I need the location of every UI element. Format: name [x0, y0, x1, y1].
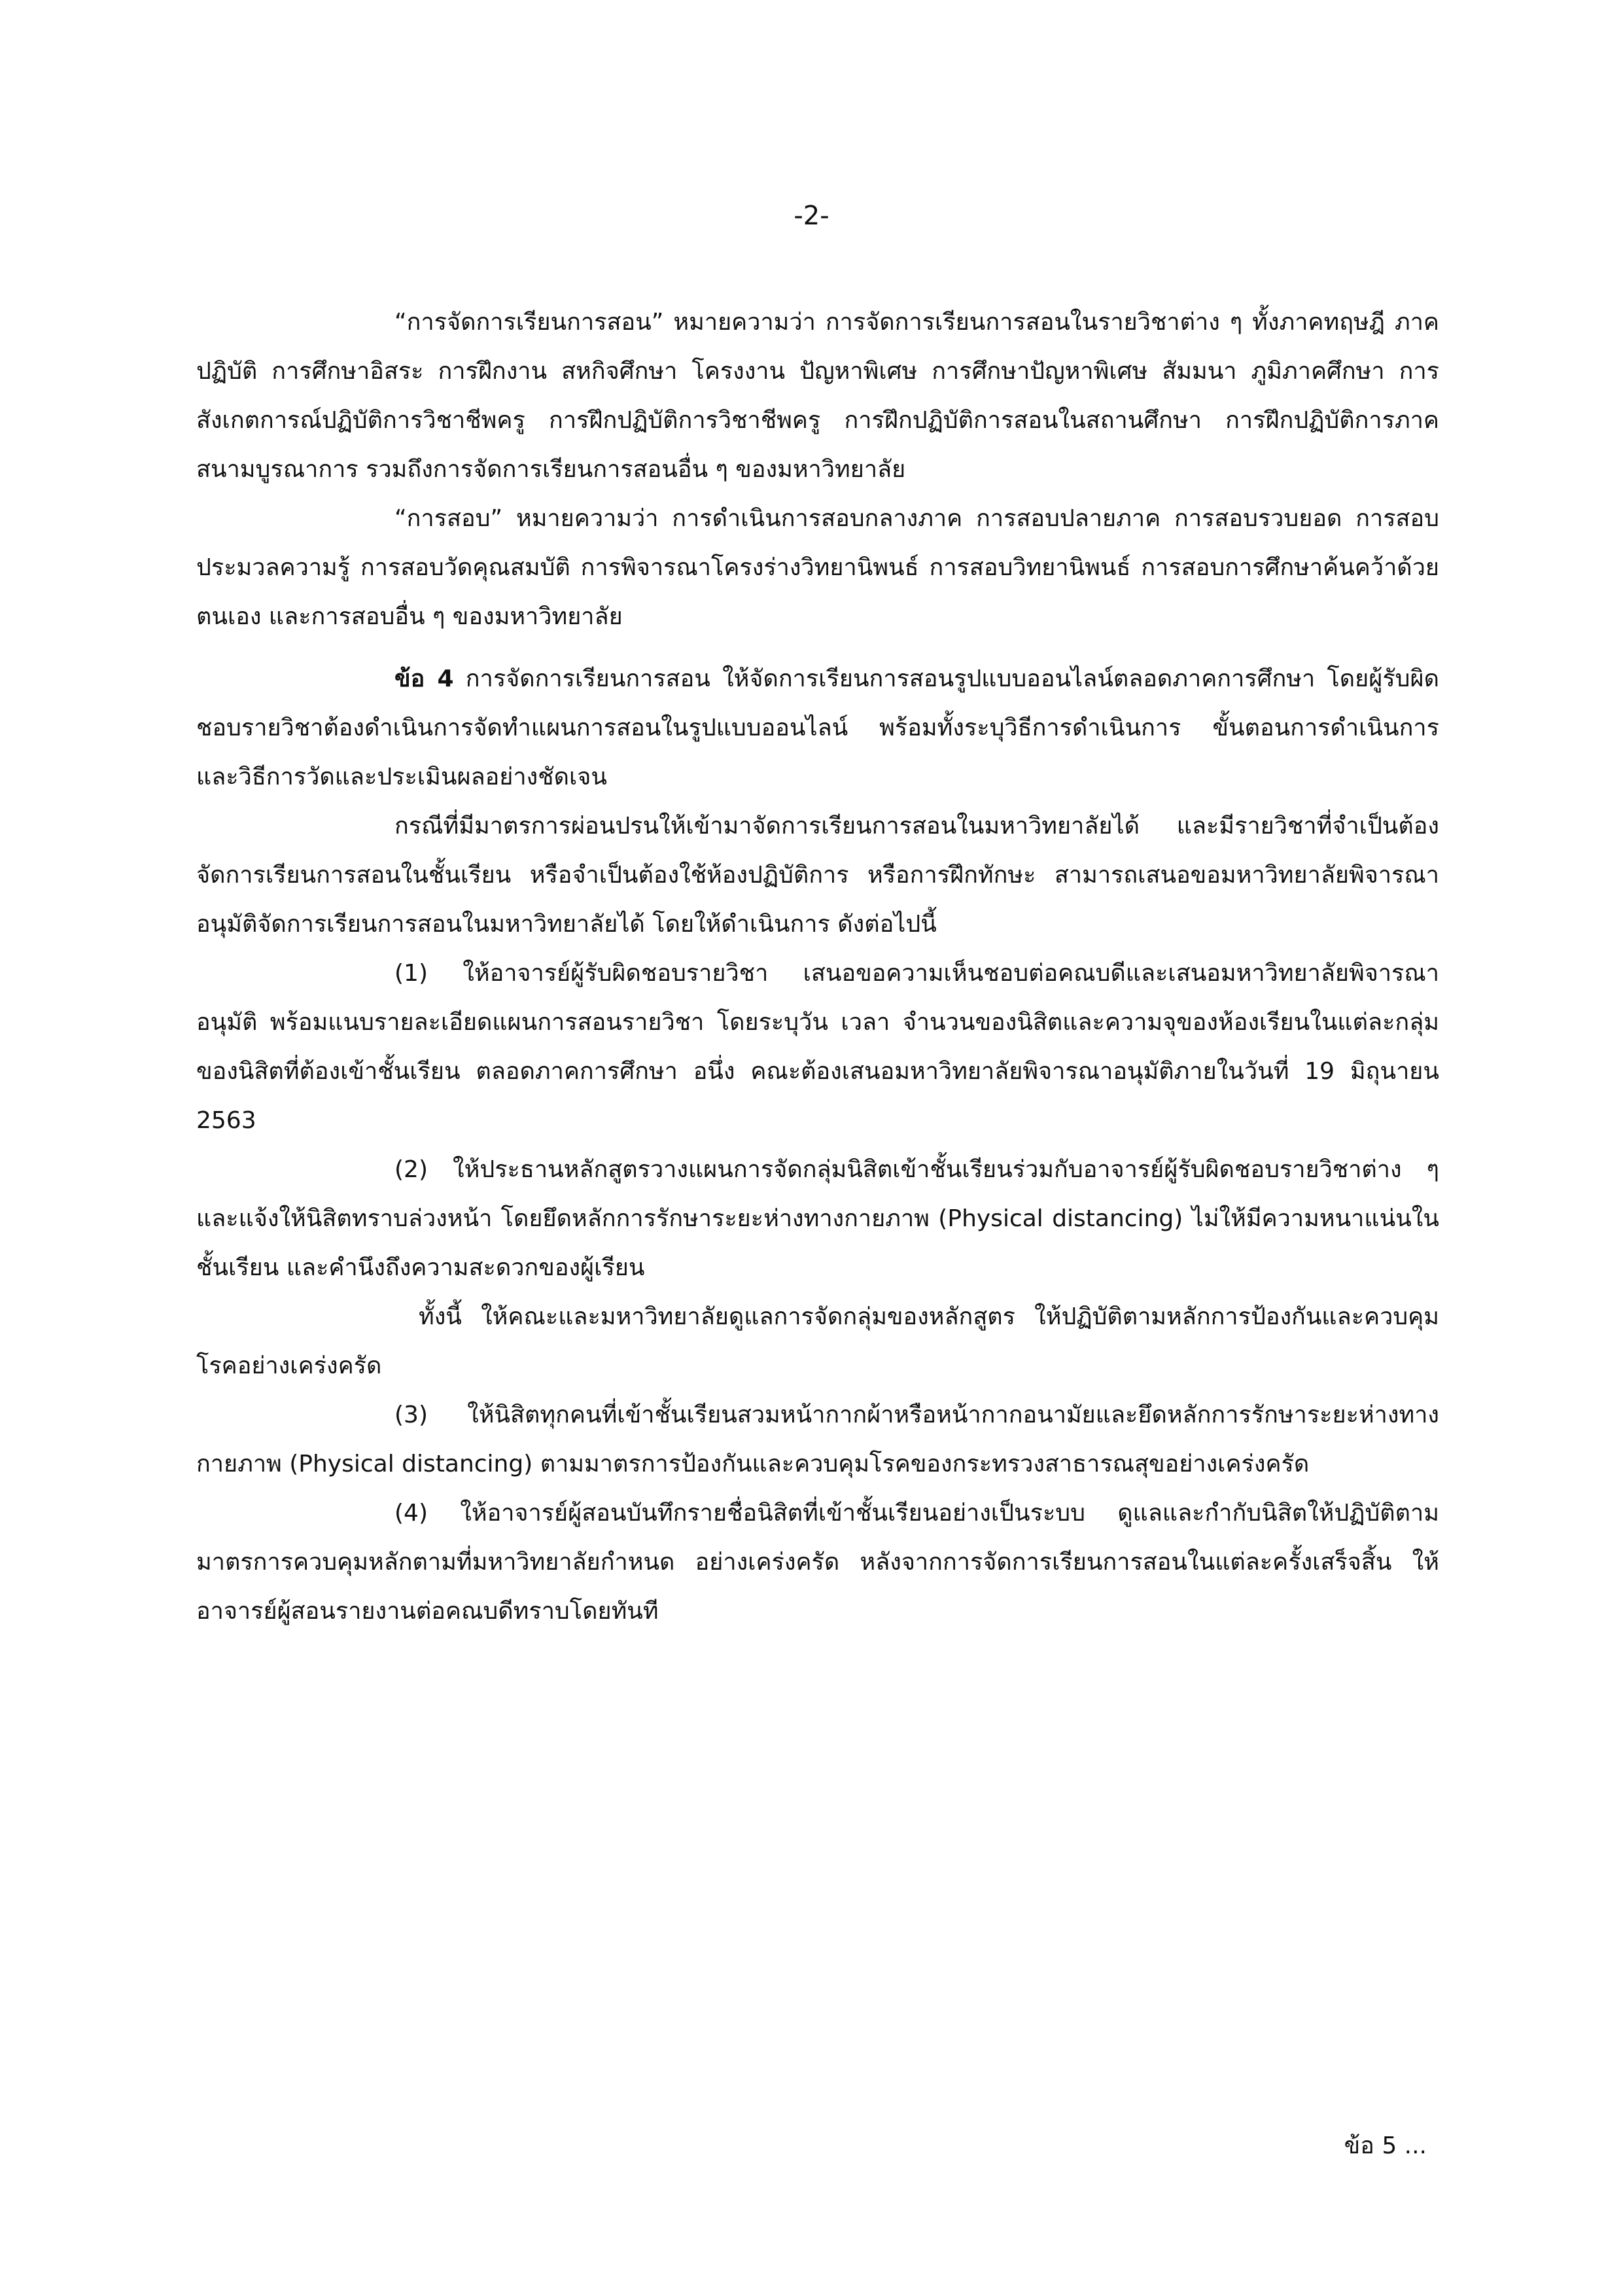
definition-teaching-paragraph: [196, 298, 1439, 494]
paragraph-text: ทั้งนี้ ให้คณะและมหาวิทยาลัยดูแลการจัดกลุ่มของหลักสูตร ให้ปฏิบัติตามหลักการป้องกันและควบคุมโรคอย่างเคร่งครัด: [196, 1303, 1439, 1379]
paragraph-text: กรณีที่มีมาตรการผ่อนปรนให้เข้ามาจัดการเรียนการสอนในมหาวิทยาลัยได้ และมีรายวิชาที่จำเป็นต้องจัดการเรียนการสอนในชั้นเรียน หรือจำเป็นต้องใช้ห้องปฏิบัติการ หรือการฝึกทักษะ สามารถเสนอขอมหาวิทยาลัยพิจารณาอนุมัติจัดการเรียนการสอนในมหาวิทยาลัยได้ โดยให้ดำเนินการ ดังต่อไปนี้: [196, 813, 1439, 938]
paragraph-text: “การสอบ” หมายความว่า การดำเนินการสอบกลางภาค การสอบปลายภาค การสอบรวบยอด การสอบประมวลความรู้ การสอบวัดคุณสมบัติ การพิจารณาโครงร่างวิทยานิพนธ์ การสอบวิทยานิพนธ์ การสอบการศึกษาค้นคว้าด้วยตนเอง และการสอบอื่น ๆ ของมหาวิทยาลัย: [196, 505, 1439, 630]
next-clause-reference: ข้อ 5 ...: [1344, 2132, 1427, 2159]
paragraph-gap: [196, 641, 1439, 654]
definition-exam-paragraph: [196, 494, 1439, 641]
page-number: -2-: [794, 201, 829, 231]
item-3-paragraph: [196, 1390, 1439, 1489]
paragraph-text: (4) ให้อาจารย์ผู้สอนบันทึกรายชื่อนิสิตที่เข้าชั้นเรียนอย่างเป็นระบบ ดูแลและกำกับนิสิตให้ปฏิบัติตามมาตรการควบคุมหลักตามที่มหาวิทยาลัยกำหนด อย่างเคร่งครัด หลังจากการจัดการเรียนการสอนในแต่ละครั้งเสร็จสิ้น ให้อาจารย์ผู้สอนรายงานต่อคณบดีทราบโดยทันที: [196, 1500, 1439, 1625]
clause-4-paragraph: [196, 654, 1439, 802]
paragraph-text: “การจัดการเรียนการสอน” หมายความว่า การจัดการเรียนการสอนในรายวิชาต่าง ๆ ทั้งภาคทฤษฎี ภาคปฏิบัติ การศึกษาอิสระ การฝึกงาน สหกิจศึกษา โครงงาน ปัญหาพิเศษ การศึกษาปัญหาพิเศษ สัมมนา ภูมิภาคศึกษา การสังเกตการณ์ปฏิบัติการวิชาชีพครู การฝึกปฏิบัติการวิชาชีพครู การฝึกปฏิบัติการสอนในสถานศึกษา การฝึกปฏิบัติการภาคสนามบูรณาการ รวมถึงการจัดการเรียนการสอนอื่น ๆ ของมหาวิทยาลัย: [196, 309, 1439, 483]
item-2-note-paragraph: [196, 1292, 1439, 1390]
paragraph-text: (3) ให้นิสิตทุกคนที่เข้าชั้นเรียนสวมหน้ากากผ้าหรือหน้ากากอนามัยและยึดหลักการรักษาระยะห่างทางกายภาพ (Physical distancing) ตามมาตรการป้องกันและควบคุมโรคของกระทรวงสาธารณสุขอย่างเคร่งครัด: [196, 1402, 1439, 1477]
paragraph-text: (1) ให้อาจารย์ผู้รับผิดชอบรายวิชา เสนอขอความเห็นชอบต่อคณบดีและเสนอมหาวิทยาลัยพิจารณาอนุมัติ พร้อมแนบรายละเอียดแผนการสอนรายวิชา โดยระบุวัน เวลา จำนวนของนิสิตและความจุของห้องเรียนในแต่ละกลุ่มของนิสิตที่ต้องเข้าชั้นเรียน ตลอดภาคการศึกษา อนึ่ง คณะต้องเสนอมหาวิทยาลัยพิจารณาอนุมัติภายในวันที่ 19 มิถุนายน 2563: [196, 960, 1439, 1134]
paragraph-text: (2) ให้ประธานหลักสูตรวางแผนการจัดกลุ่มนิสิตเข้าชั้นเรียนร่วมกับอาจารย์ผู้รับผิดชอบรายวิชาต่าง ๆ และแจ้งให้นิสิตทราบล่วงหน้า โดยยึดหลักการรักษาระยะห่างทางกายภาพ (Physical distancing) ไม่ให้มีความหนาแน่นในชั้นเรียน และคำนึงถึงความสะดวกของผู้เรียน: [196, 1156, 1439, 1281]
item-1-paragraph: [196, 949, 1439, 1145]
document-body: [196, 298, 1439, 1636]
clause-number: ข้อ 4: [394, 665, 454, 692]
item-4-paragraph: [196, 1489, 1439, 1636]
paragraph-text: การจัดการเรียนการสอน ให้จัดการเรียนการสอนรูปแบบออนไลน์ตลอดภาคการศึกษา โดยผู้รับผิดชอบรายวิชาต้องดำเนินการจัดทำแผนการสอนในรูปแบบออนไลน์ พร้อมทั้งระบุวิธีการดำเนินการ ขั้นตอนการดำเนินการ และวิธีการวัดและประเมินผลอย่างชัดเจน: [196, 665, 1440, 790]
item-2-paragraph: [196, 1145, 1439, 1292]
relaxation-measures-paragraph: [196, 802, 1439, 949]
